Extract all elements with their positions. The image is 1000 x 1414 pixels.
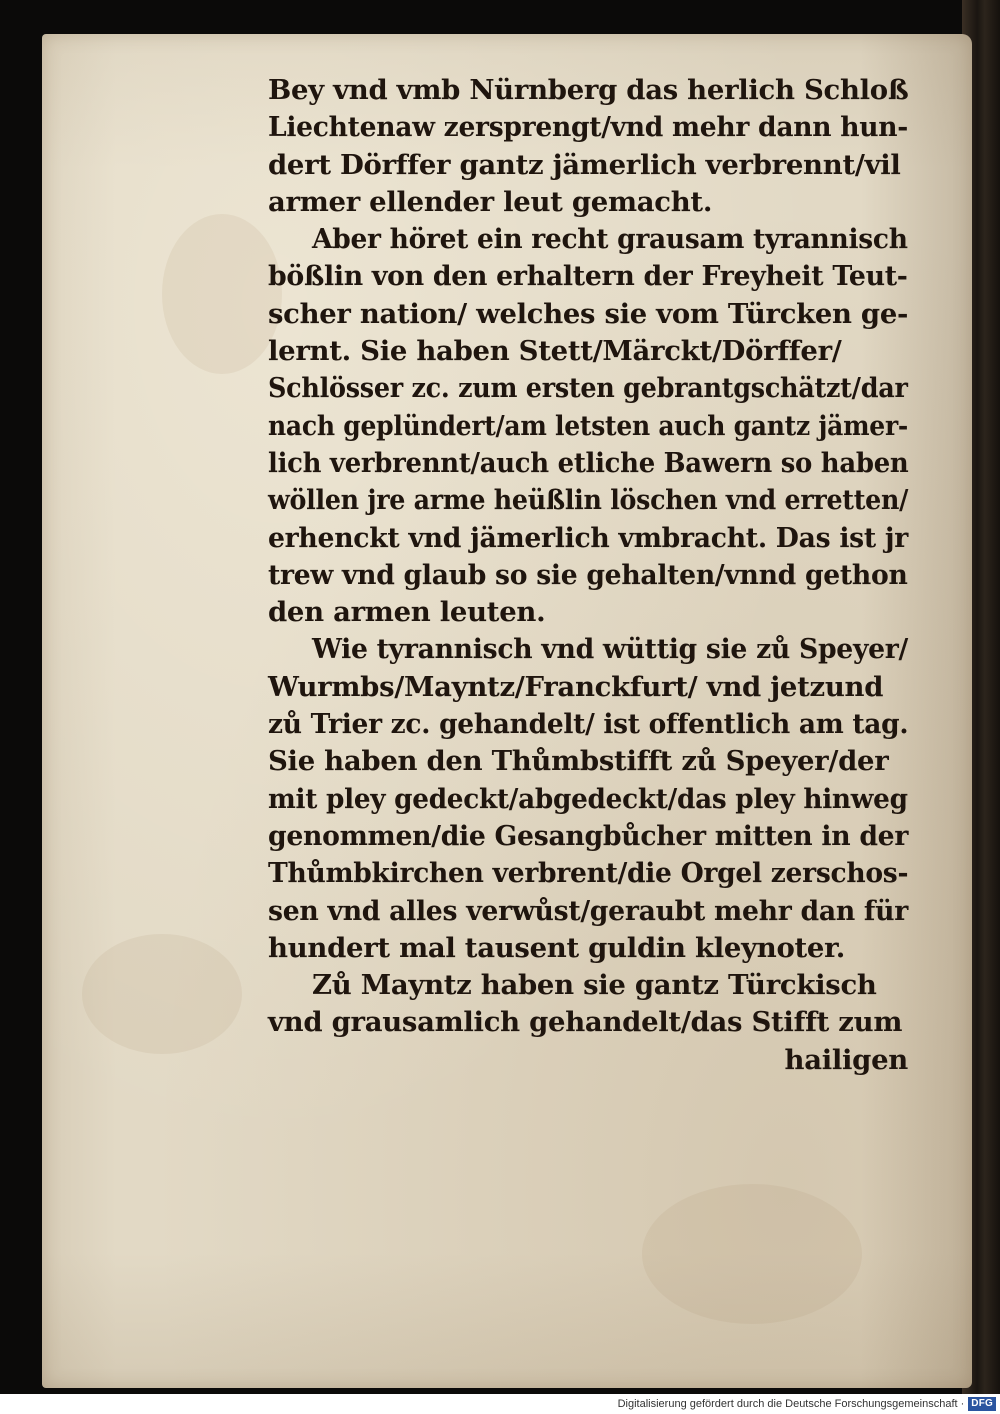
text-line: armer ellender leut gemacht. (268, 185, 713, 218)
text-line: bößlin von den erhaltern der Freyheit Teut- (268, 260, 908, 293)
text-line: lich verbrennt/auch etliche Bawern so haben (268, 446, 909, 479)
text-line: scher nation/ welches sie vom Türcken ge- (268, 297, 909, 330)
text-line: Zů Mayntz haben sie gantz Türckisch (312, 969, 877, 1002)
text-line: trew vnd glaub so sie gehalten/vnnd gethon (268, 558, 908, 591)
text-line: Wie tyrannisch vnd wüttig sie zů Speyer/ (312, 633, 909, 666)
text-line: sen vnd alles verwůst/geraubt mehr dan für (268, 894, 908, 927)
text-line: vnd grausamlich gehandelt/das Stifft zum (268, 1006, 903, 1039)
text-line: Schlösser zc. zum ersten gebrantgschätzt/dar (268, 372, 908, 405)
paper-stain (162, 214, 282, 374)
text-line: wöllen jre arme heüßlin löschen vnd erretten/ (268, 484, 909, 517)
catchword: hailigen (784, 1043, 908, 1076)
text-line: Aber höret ein recht grausam tyrannisch (312, 223, 908, 256)
paper-stain (82, 934, 242, 1054)
text-line: zů Trier zc. gehandelt/ ist offentlich am tag. (268, 708, 909, 741)
footer-credit-text: Digitalisierung gefördert durch die Deutsche Forschungsgemeinschaft · (617, 1398, 965, 1410)
dfg-logo-icon[interactable]: DFG (968, 1397, 996, 1411)
page-text (268, 72, 908, 1079)
text-line: dert Dörffer gantz jämerlich verbrennt/vil (268, 148, 901, 181)
paper-stain (642, 1184, 862, 1324)
text-line: Sie haben den Thůmbstifft zů Speyer/der (268, 745, 889, 778)
text-line: den armen leuten. (268, 596, 546, 629)
text-line: erhenckt vnd jämerlich vmbracht. Das ist jr (268, 521, 909, 554)
footer-bar (0, 1394, 1000, 1414)
text-line: Thůmbkirchen verbrent/die Orgel zerschos- (268, 857, 909, 890)
text-line: Wurmbs/Mayntz/Franckfurt/ vnd jetzund (268, 670, 884, 703)
text-line: mit pley gedeckt/abgedeckt/das pley hinweg (268, 782, 908, 815)
text-line: lernt. Sie haben Stett/Märckt/Dörffer/ (268, 335, 842, 368)
text-line: genommen/die Gesangbůcher mitten in der (268, 819, 909, 852)
footer-credit (618, 1396, 996, 1412)
text-line: Bey vnd vmb Nürnberg das herlich Schloß (268, 74, 909, 106)
text-line: nach geplündert/am letsten auch gantz jämer- (268, 409, 908, 442)
text-line: hundert mal tausent guldin kleynoter. (268, 931, 846, 964)
text-line: Liechtenaw zersprengt/vnd mehr dann hun- (268, 111, 908, 144)
